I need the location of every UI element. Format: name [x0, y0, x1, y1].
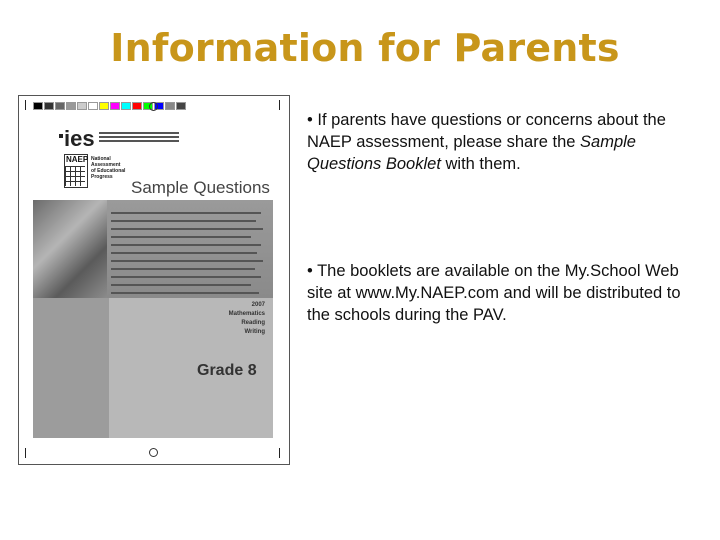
bullet-sample-booklet: • If parents have questions or concerns about the NAEP assessment, please share the Sample Questions Booklet with them. — [307, 111, 666, 173]
grade-label: Grade 8 — [197, 362, 257, 379]
ies-subtitle-lines — [99, 132, 179, 144]
color-swatch — [33, 102, 43, 110]
sample-questions-booklet-image — [18, 95, 290, 465]
bullet-list — [307, 109, 702, 326]
color-swatch — [176, 102, 186, 110]
crop-mark — [279, 448, 280, 458]
subjects-list: 2007 Mathematics Reading Writing — [228, 302, 265, 335]
color-swatch — [110, 102, 120, 110]
color-swatch — [55, 102, 65, 110]
color-swatch — [99, 102, 109, 110]
color-bar — [33, 102, 187, 108]
color-swatch — [121, 102, 131, 110]
crop-mark — [25, 448, 26, 458]
ies-logo-dot — [59, 134, 63, 138]
color-swatch — [66, 102, 76, 110]
page-title: Information for Parents — [110, 26, 620, 70]
bullet-availability: • The booklets are available on the My.School Web site at www.My.NAEP.com and will be distributed to the schools during the PAV. — [307, 262, 681, 324]
color-swatch — [88, 102, 98, 110]
naep-logo-text: NAEP — [66, 155, 89, 164]
color-swatch — [132, 102, 142, 110]
ies-logo: ies — [64, 126, 95, 151]
student-photo — [33, 200, 107, 298]
naep-description: National Assessment of Educational Progress — [91, 156, 126, 180]
color-swatch — [77, 102, 87, 110]
naep-logo-grid — [65, 166, 85, 186]
color-swatch — [165, 102, 175, 110]
booklet-title: Sample Questions — [131, 178, 270, 197]
booklet-name-italic: Sample Questions Booklet — [307, 133, 636, 173]
color-swatch — [44, 102, 54, 110]
crop-mark — [279, 100, 280, 110]
registration-mark — [149, 102, 158, 111]
registration-mark — [149, 448, 158, 457]
crop-mark — [25, 100, 26, 110]
dictionary-banner — [33, 200, 273, 298]
cover-side-strip — [33, 298, 109, 438]
